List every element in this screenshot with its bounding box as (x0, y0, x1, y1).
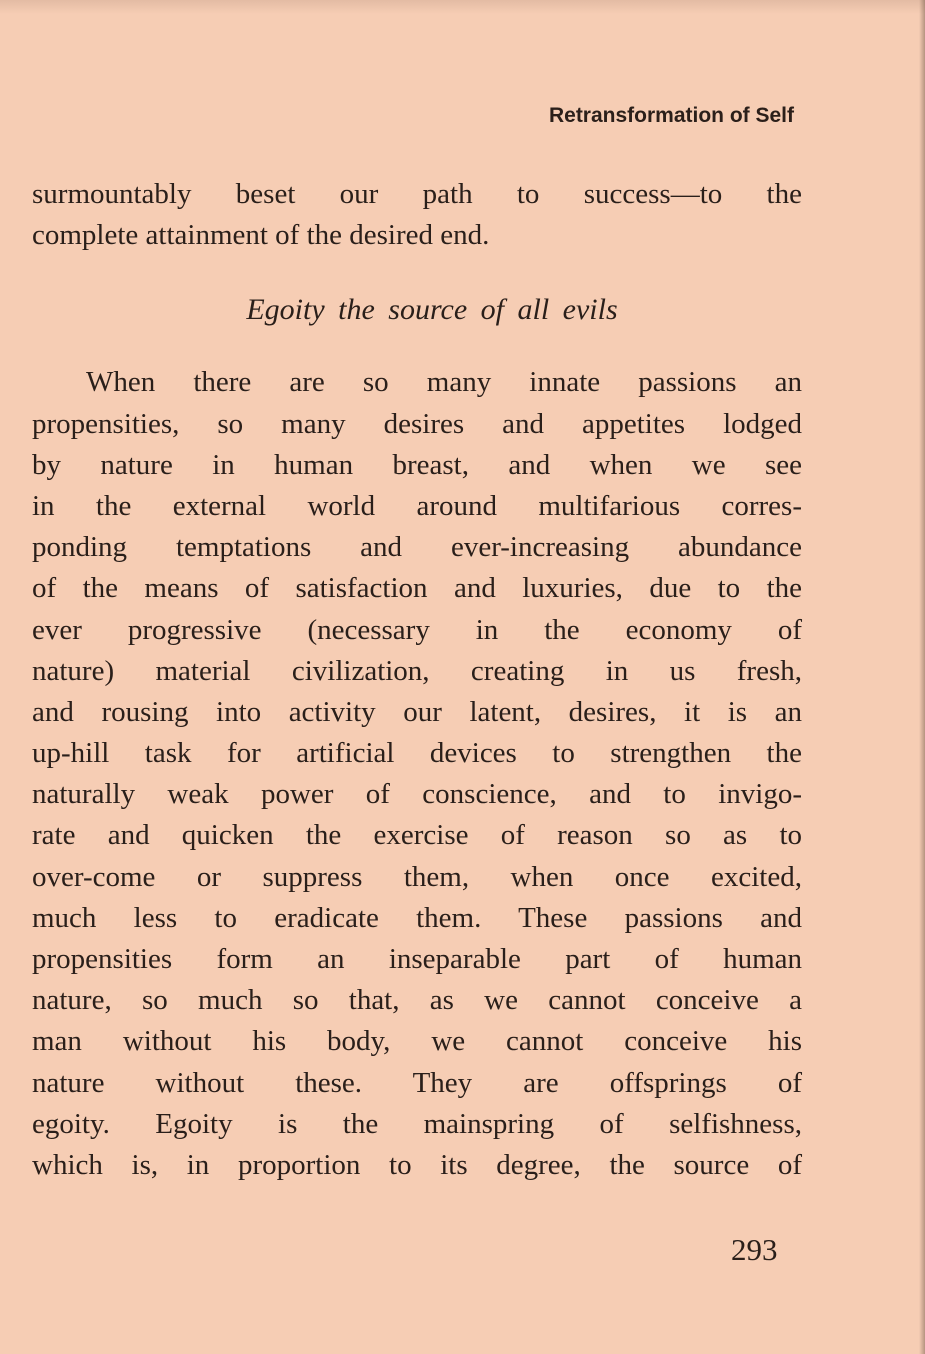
text-line: rate and quicken the exercise of reason so as to (32, 819, 802, 852)
text-line: which is, in proportion to its degree, the source of (32, 1148, 802, 1181)
text-line: and rousing into activity our latent, desires, it is an (32, 695, 802, 728)
text-line: ponding temptations and ever-increasing abundance (32, 531, 802, 564)
text-line: by nature in human breast, and when we see (32, 448, 802, 481)
text-line: When there are so many innate passions an (86, 366, 802, 399)
text-line: of the means of satisfaction and luxuries, due to the (32, 572, 802, 605)
running-head: Retransformation of Self (548, 104, 794, 127)
text-line: propensities, so many desires and appetites lodged (32, 407, 802, 440)
body-text (32, 174, 802, 1186)
text-line: in the external world around multifarious corres- (32, 489, 802, 522)
text-line: ever progressive (necessary in the economy of (32, 613, 802, 646)
page-number: 293 (731, 1232, 778, 1267)
text-line: nature without these. They are offsprings of (32, 1066, 802, 1099)
page-edge (919, 0, 925, 1354)
page-top-shadow (0, 0, 925, 14)
text-line: over-come or suppress them, when once excited, (32, 860, 802, 893)
text-line: much less to eradicate them. These passions and (32, 901, 802, 934)
text-line: surmountably beset our path to success—to the (32, 178, 802, 210)
text-line: man without his body, we cannot conceive his (32, 1025, 802, 1058)
text-line: propensities form an inseparable part of human (32, 943, 802, 975)
text-line: egoity. Egoity is the mainspring of selfishness, (32, 1107, 802, 1140)
text-line: complete attainment of the desired end. (32, 219, 490, 252)
section-heading: Egoity the source of all evils (246, 293, 618, 327)
text-line: nature, so much so that, as we cannot conceive a (32, 984, 802, 1017)
text-line: up-hill task for artificial devices to strengthen the (32, 737, 802, 770)
text-line: nature) material civilization, creating in us fresh, (32, 654, 802, 687)
text-line: naturally weak power of conscience, and to invigo- (32, 778, 802, 811)
